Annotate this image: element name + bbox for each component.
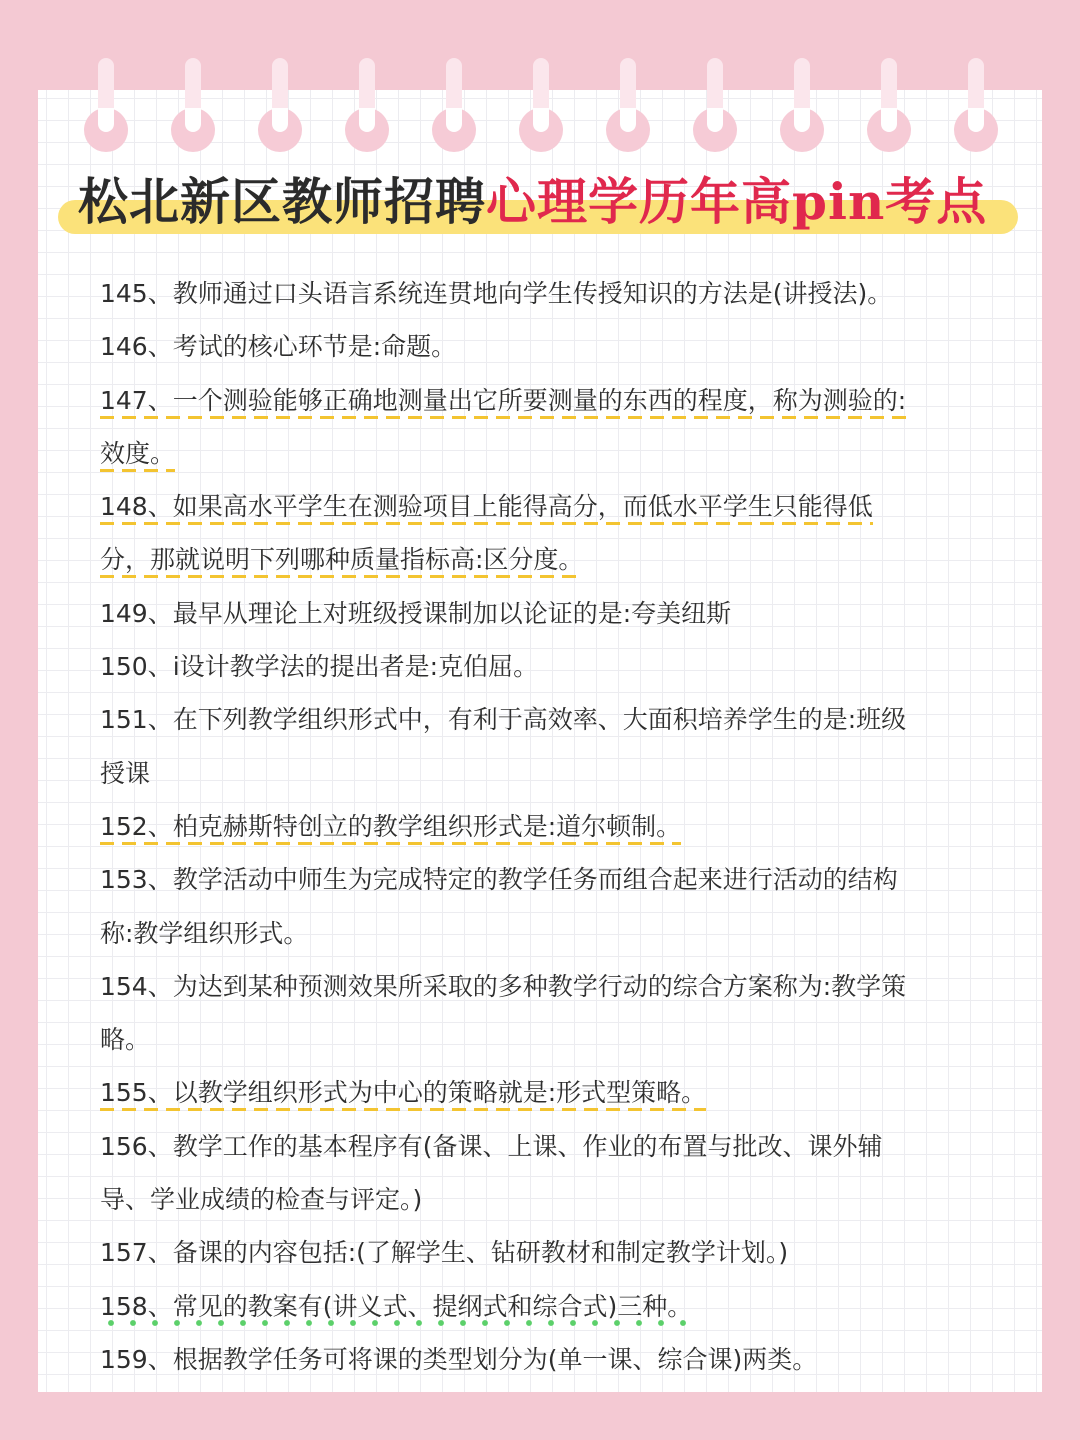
binder-ring (501, 0, 581, 100)
list-item (100, 1120, 990, 1173)
binder-ring (588, 0, 668, 100)
list-item-text: 152、柏克赫斯特创立的教学组织形式是:道尔顿制。 (100, 812, 681, 845)
binder-ring (414, 0, 494, 100)
list-item-text: 150、i设计教学法的提出者是:克伯屈。 (100, 652, 539, 682)
title-text (78, 168, 1008, 236)
list-item (100, 587, 990, 640)
list-item (100, 1280, 990, 1333)
binder-rings (0, 0, 1080, 170)
list-item-text: 158、常见的教案有(讲义式、提纲式和综合式)三种。 (100, 1292, 692, 1327)
list-item-text: 148、如果高水平学生在测验项目上能得高分，而低水平学生只能得低 (100, 492, 873, 525)
list-item-text: 导、学业成绩的检查与评定。) (100, 1185, 423, 1215)
list-item (100, 853, 990, 906)
list-item-text: 效度。 (100, 439, 175, 472)
list-item-text: 授课 (100, 758, 151, 788)
list-item (100, 533, 990, 586)
list-item (100, 1013, 990, 1066)
list-item (100, 1333, 990, 1386)
list-item-text: 155、以教学组织形式为中心的策略就是:形式型策略。 (100, 1078, 706, 1111)
binder-ring (762, 0, 842, 100)
binder-ring (153, 0, 233, 100)
list-item-text: 156、教学工作的基本程序有(备课、上课、作业的布置与批改、课外辅 (100, 1131, 883, 1161)
list-item (100, 800, 990, 853)
list-item (100, 960, 990, 1013)
list-item (100, 427, 990, 480)
binder-ring (936, 0, 1016, 100)
list-item-text: 154、为达到某种预测效果所采取的多种教学行动的综合方案称为:教学策 (100, 971, 907, 1001)
list-item-text: 145、教师通过口头语言系统连贯地向学生传授知识的方法是(讲授法)。 (100, 279, 893, 308)
list-item (100, 374, 990, 427)
page-title (58, 168, 1018, 236)
list-item (100, 1226, 990, 1279)
list-item-text: 159、根据教学任务可将课的类型划分为(单一课、综合课)两类。 (100, 1344, 818, 1374)
binder-ring (66, 0, 146, 100)
list-item-text: 149、最早从理论上对班级授课制加以论证的是:夸美纽斯 (100, 598, 732, 628)
question-list (100, 267, 990, 1386)
list-item (100, 907, 990, 960)
list-item (100, 747, 990, 800)
list-item (100, 480, 990, 533)
list-item-text: 略。 (100, 1025, 151, 1055)
binder-ring (240, 0, 320, 100)
title-part-dark: 松北新区教师招聘 (78, 172, 486, 231)
binder-ring (849, 0, 929, 100)
title-part-red: 心理学历年高pin考点 (486, 172, 988, 231)
list-item (100, 1173, 990, 1226)
list-item (100, 267, 990, 320)
list-item-text: 157、备课的内容包括:(了解学生、钻研教材和制定教学计划。) (100, 1238, 789, 1268)
list-item-text: 146、考试的核心环节是:命题。 (100, 332, 457, 362)
list-item-text: 153、教学活动中师生为完成特定的教学任务而组合起来进行活动的结构 (100, 865, 898, 895)
binder-ring (675, 0, 755, 100)
list-item-text: 151、在下列教学组织形式中，有利于高效率、大面积培养学生的是:班级 (100, 705, 907, 735)
list-item (100, 1066, 990, 1119)
list-item-text: 分，那就说明下列哪种质量指标高:区分度。 (100, 545, 583, 578)
list-item (100, 320, 990, 373)
list-item (100, 693, 990, 746)
binder-ring (327, 0, 407, 100)
list-item-text: 称:教学组织形式。 (100, 918, 309, 948)
list-item-text: 147、一个测验能够正确地测量出它所要测量的东西的程度，称为测验的: (100, 386, 906, 419)
list-item (100, 640, 990, 693)
